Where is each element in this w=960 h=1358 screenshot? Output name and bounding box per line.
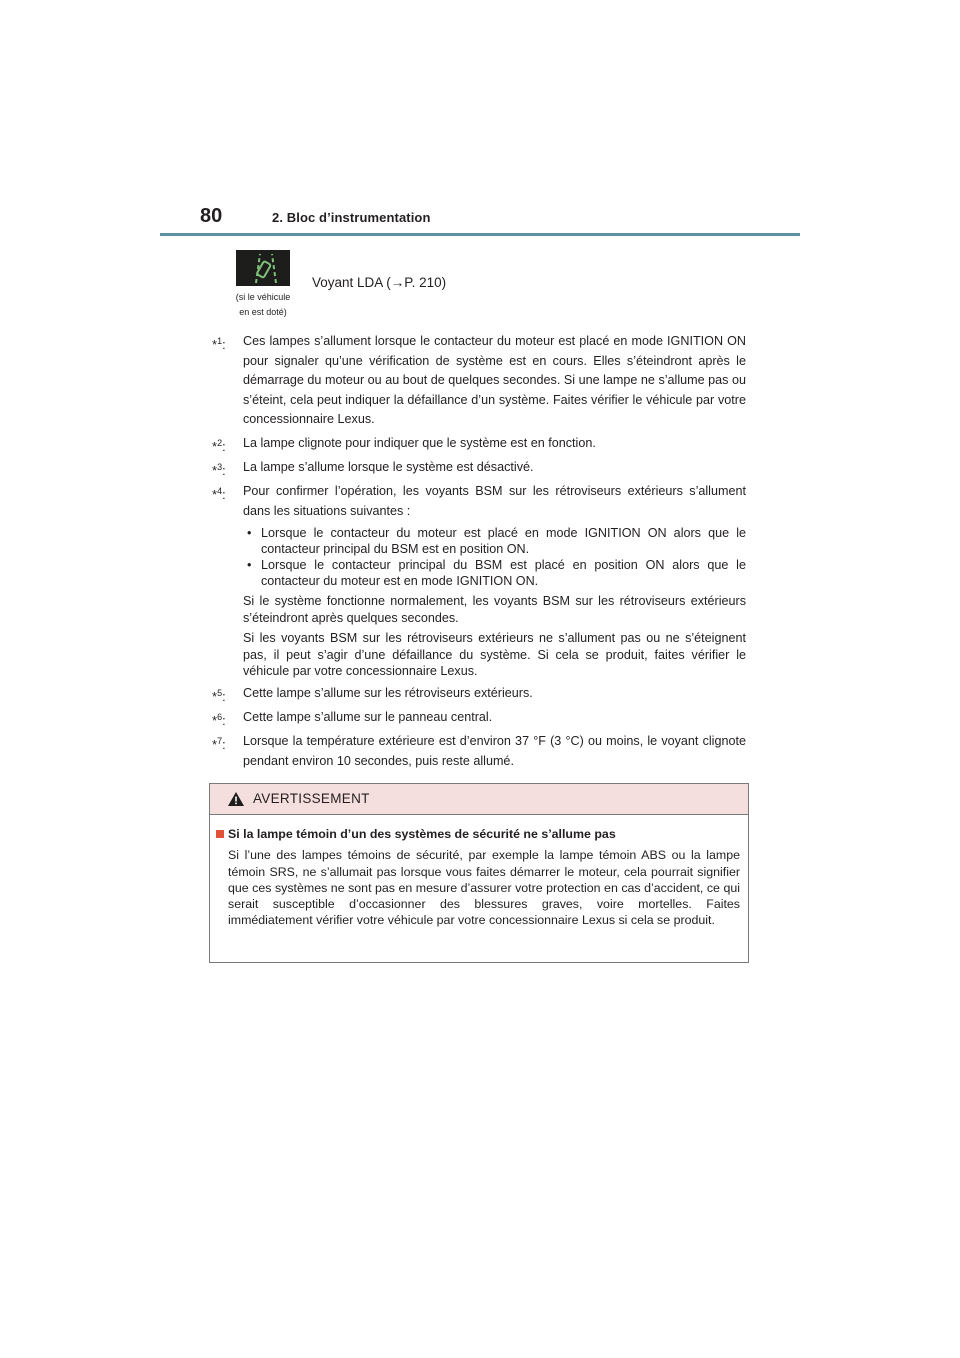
warning-box [209,783,749,963]
footnote-7: *$^7$: Lorsque la température extérieure est d’environ 37 °F (3 °C) ou moins, le voyant clignote pendant environ 10 secondes, puis reste allumé. [212,734,746,768]
footnote-4-para-2: Si les voyants BSM sur les rétroviseurs extérieurs ne s’allument pas ou ne s’éteignent pas, il peut s’agir d’une défaillance du système. Si cela se produit, faites vérifier le véhicule par votre concessionnaire Lexus. [243,631,746,678]
footnote-6: *$^6$: Cette lampe s’allume sur le panneau central. [212,710,493,728]
footnote-4: *$^4$: Pour confirmer l’opération, les voyants BSM sur les rétroviseurs extérieurs s’allument dans les situations suivantes : • Lorsque le contacteur du moteur est placé en mode IGNITION ON alors que le contacteur principal du BSM est en position ON. • Lorsque le contacteur principal du BSM est placé en position ON alors que le contacteur du moteur est en mode IGNITION ON. Si le système fonctionne normalement, les voyants BSM sur les rétroviseurs extérieurs s’éteindront après quelques secondes. Si les voyants BSM sur les rétroviseurs extérieurs ne s’allument pas ou ne s’éteignent pas, il peut s’agir d’une défaillance du système. Si cela se produit, faites vérifier le véhicule par votre concessionnaire Lexus. [212,484,746,678]
red-square-icon [216,830,224,838]
footnote-2: *$^2$: La lampe clignote pour indiquer que le système est en fonction. [212,436,596,454]
warning-header [210,784,748,815]
lda-description: Voyant LDA (→P. 210) [312,275,447,290]
chapter-title: 2. Bloc d’instrumentation [272,210,431,225]
footnote-5: *$^5$: Cette lampe s’allume sur les rétroviseurs extérieurs. [212,686,533,704]
list-item: • Lorsque le contacteur principal du BSM est placé en position ON alors que le contacteur du moteur est en mode IGNITION ON. [247,558,746,588]
warning-subhead: Si la lampe témoin d’un des systèmes de sécurité ne s’allume pas [216,826,740,842]
warning-text: Si l’une des lampes témoins de sécurité, par exemple la lampe témoin ABS ou la lampe témoin SRS, ne s’allumait pas lorsque vous faites démarrer le moteur, cela pourrait signifier que ces systèmes ne sont pas en mesure d’assurer votre protection en cas d’accident, ce qui serait susceptible d’occasionner des blessures graves, voire mortelles. Faites immédiatement vérifier votre véhicule par votre concessionnaire Lexus si cela se produit. [228,848,740,928]
warning-triangle-icon [227,791,245,807]
list-item: • Lorsque le contacteur du moteur est placé en mode IGNITION ON alors que le contacteur principal du BSM est en position ON. [247,526,746,556]
footnote-3: *$^3$: La lampe s’allume lorsque le système est désactivé. [212,460,534,478]
warning-body [216,826,740,929]
lda-lane-departure-icon [236,250,290,286]
footnotes [212,332,746,776]
footnote-4-bullets [243,525,746,589]
header-rule [160,233,800,236]
page-number: 80 [200,205,223,227]
warning-title: AVERTISSEMENT [253,791,370,806]
lda-caption: (si le véhicule en est doté) [235,292,291,317]
page-header [160,204,800,236]
footnote-1: *$^1$: Ces lampes s’allument lorsque le contacteur du moteur est placé en mode IGNITION ON pour signaler qu’une vérification de système est en cours. Elles s’éteindront après le démarrage du moteur ou au bout de quelques secondes. Si une lampe ne s’allume pas ou s’éteint, cela peut indiquer la défaillance d’un système. Faites vérifier le véhicule par votre concessionnaire Lexus. [212,334,746,426]
footnote-4-para-1: Si le système fonctionne normalement, les voyants BSM sur les rétroviseurs extérieurs s’éteindront après quelques secondes. [243,594,746,625]
